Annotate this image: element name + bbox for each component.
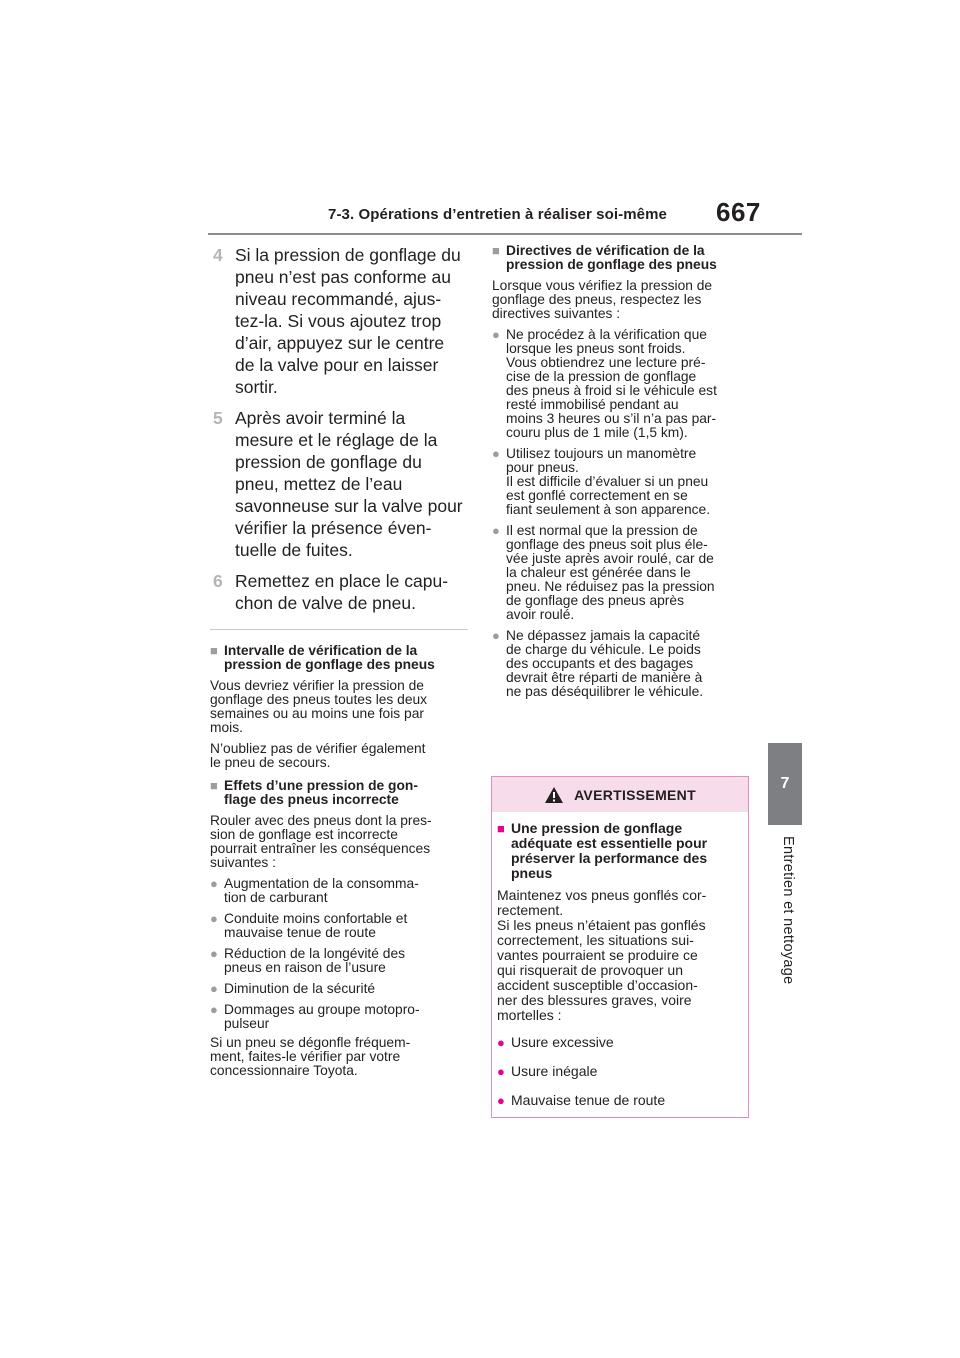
- step-text: [235, 570, 448, 614]
- warning-item-text: Usure excessive: [511, 1034, 614, 1050]
- text-line: de la valve pour en laisser: [235, 355, 439, 375]
- interval-paragraph-1: [210, 679, 468, 735]
- text-line: Après avoir terminé la: [235, 408, 406, 428]
- bullet-dot-icon: ●: [492, 327, 500, 342]
- text-line: gonflage des pneus toutes les deux: [210, 692, 428, 707]
- warning-items: [497, 1035, 743, 1108]
- steps-divider: [210, 629, 468, 630]
- text-line: mauvaise tenue de route: [224, 925, 376, 940]
- text-line: couru plus de 1 mile (1,5 km).: [506, 425, 688, 440]
- text-line: Vous devriez vérifier la pression de: [210, 678, 424, 693]
- text-line: savonneuse sur la valve pour: [235, 496, 463, 516]
- bullet-text: [506, 447, 710, 517]
- text-line: rectement.: [497, 902, 564, 918]
- text-line: moins 3 heures ou s’il n’a pas par-: [506, 411, 717, 426]
- text-line: tuelle de fuites.: [235, 540, 353, 560]
- text-line: Rouler avec des pneus dont la pres-: [210, 813, 432, 828]
- text-line: Ne procédez à la vérification que: [506, 327, 707, 342]
- header-divider: [208, 233, 802, 235]
- text-line: pression de gonflage des pneus: [506, 257, 717, 272]
- square-marker-icon: ■: [210, 778, 218, 793]
- effects-heading: [210, 779, 468, 807]
- square-marker-icon: ■: [492, 243, 500, 258]
- text-line: pneu. Ne réduisez pas la pression: [506, 579, 715, 594]
- text-line: est gonflé correctement en se: [506, 488, 688, 503]
- step-text: [235, 244, 461, 398]
- warning-item-text: Mauvaise tenue de route: [511, 1092, 666, 1108]
- text-line: préserver la performance des: [511, 850, 708, 866]
- bullet-dot-icon: ●: [497, 1035, 505, 1050]
- text-line: accident susceptible d’occasion-: [497, 977, 698, 993]
- text-line: vantes pourraient se produire ce: [497, 947, 698, 963]
- step-number: 6: [213, 571, 223, 591]
- bullet-text: [224, 982, 375, 996]
- bullet-dot-icon: ●: [210, 946, 218, 961]
- warning-item-text: Usure inégale: [511, 1063, 598, 1079]
- text-line: des occupants et des bagages: [506, 656, 694, 671]
- text-line: vérifier la présence éven-: [235, 518, 432, 538]
- chapter-tab[interactable]: 7: [768, 743, 802, 825]
- warning-title: AVERTISSEMENT: [574, 786, 696, 803]
- interval-heading: [210, 644, 468, 672]
- text-line: lorsque les pneus sont froids.: [506, 341, 686, 356]
- text-line: le pneu de secours.: [210, 755, 331, 770]
- guidelines-heading: [492, 244, 754, 272]
- text-line: ne pas déséquilibrer le véhicule.: [506, 684, 704, 699]
- text-line: Si les pneus n’étaient pas gonflés: [497, 917, 706, 933]
- step-item: [210, 244, 468, 398]
- text-line: Réduction de la longévité des: [224, 946, 406, 961]
- bullet-item: [492, 447, 754, 517]
- text-line: Intervalle de vérification de la: [224, 643, 418, 658]
- text-line: Utilisez toujours un manomètre: [506, 446, 697, 461]
- effects-outro: [210, 1036, 468, 1078]
- text-line: des pneus à froid si le véhicule est: [506, 383, 717, 398]
- bullet-dot-icon: ●: [492, 446, 500, 461]
- bullet-dot-icon: ●: [210, 1002, 218, 1017]
- guidelines-intro: [492, 279, 754, 321]
- square-marker-icon: ■: [210, 643, 218, 658]
- bullet-dot-icon: ●: [492, 523, 500, 538]
- text-line: semaines ou au moins une fois par: [210, 706, 424, 721]
- chapter-label: Entretien et nettoyage: [780, 836, 796, 985]
- warning-item: [497, 1093, 743, 1108]
- effects-heading-text: [224, 779, 418, 807]
- text-line: Vous obtiendrez une lecture pré-: [506, 355, 706, 370]
- text-line: ment, faites-le vérifier par votre: [210, 1049, 401, 1064]
- text-line: pneu, mettez de l’eau: [235, 474, 403, 494]
- section-title: 7-3. Opérations d’entretien à réaliser soi-même: [328, 206, 667, 223]
- text-line: resté immobilisé pendant au: [506, 397, 679, 412]
- text-line: chon de valve de pneu.: [235, 593, 416, 613]
- step-number: 5: [213, 408, 223, 428]
- warning-paragraph: [497, 888, 743, 1023]
- text-line: mesure et le réglage de la: [235, 430, 438, 450]
- text-line: avoir roulé.: [506, 607, 575, 622]
- step-text: [235, 407, 463, 561]
- bullet-dot-icon: ●: [492, 628, 500, 643]
- square-marker-icon: ■: [497, 821, 505, 836]
- warning-triangle-icon: [544, 786, 564, 804]
- bullet-text: [224, 912, 407, 940]
- text-line: pression de gonflage des pneus: [224, 657, 435, 672]
- bullet-text: [224, 1003, 420, 1031]
- left-column: [210, 244, 468, 1085]
- text-line: niveau recommandé, ajus-: [235, 289, 442, 309]
- bullet-item: [210, 1003, 468, 1031]
- warning-header: [492, 777, 748, 812]
- warning-heading: [497, 821, 743, 881]
- step-item: [210, 570, 468, 614]
- bullet-dot-icon: ●: [210, 981, 218, 996]
- text-line: tion de carburant: [224, 890, 328, 905]
- text-line: correctement, les situations sui-: [497, 932, 694, 948]
- text-line: suivantes :: [210, 855, 276, 870]
- text-line: pression de gonflage du: [235, 452, 422, 472]
- text-line: Remettez en place le capu-: [235, 571, 449, 591]
- text-line: gonflage des pneus, respectez les: [492, 292, 702, 307]
- bullet-item: [210, 982, 468, 996]
- bullet-item: [492, 524, 754, 622]
- text-line: sortir.: [235, 377, 278, 397]
- text-line: la chaleur est générée dans le: [506, 565, 691, 580]
- text-line: Dommages au groupe motopro-: [224, 1002, 420, 1017]
- warning-item: [497, 1035, 743, 1050]
- text-line: sion de gonflage est incorrecte: [210, 827, 398, 842]
- bullet-text: [506, 629, 703, 699]
- text-line: Si la pression de gonflage du: [235, 245, 461, 265]
- bullet-text: [224, 877, 419, 905]
- text-line: concessionnaire Toyota.: [210, 1063, 358, 1078]
- text-line: de gonflage des pneus après: [506, 593, 684, 608]
- text-line: Ne dépassez jamais la capacité: [506, 628, 701, 643]
- bullet-text: [224, 947, 405, 975]
- text-line: cise de la pression de gonflage: [506, 369, 697, 384]
- text-line: adéquate est essentielle pour: [511, 835, 708, 851]
- text-line: Diminution de la sécurité: [224, 981, 376, 996]
- text-line: pneus en raison de l’usure: [224, 960, 386, 975]
- text-line: fiant seulement à son apparence.: [506, 502, 711, 517]
- bullet-dot-icon: ●: [497, 1064, 505, 1079]
- right-column: [492, 244, 754, 707]
- warning-item: [497, 1064, 743, 1079]
- bullet-text: [506, 328, 717, 440]
- effects-intro: [210, 814, 468, 870]
- text-line: pneus: [511, 865, 553, 881]
- interval-paragraph-2: [210, 742, 468, 770]
- effects-bullets: [210, 877, 468, 1031]
- bullet-dot-icon: ●: [497, 1093, 505, 1108]
- text-line: d’air, appuyez sur le centre: [235, 333, 445, 353]
- bullet-dot-icon: ●: [210, 911, 218, 926]
- text-line: flage des pneus incorrecte: [224, 792, 399, 807]
- text-line: vée juste après avoir roulé, car de: [506, 551, 714, 566]
- text-line: Augmentation de la consomma-: [224, 876, 419, 891]
- text-line: pneu n’est pas conforme au: [235, 267, 451, 287]
- text-line: Une pression de gonflage: [511, 820, 683, 836]
- text-line: pourrait entraîner les conséquences: [210, 841, 431, 856]
- text-line: Il est difficile d’évaluer si un pneu: [506, 474, 709, 489]
- text-line: tez-la. Si vous ajoutez trop: [235, 311, 442, 331]
- bullet-item: [210, 877, 468, 905]
- bullet-item: [210, 947, 468, 975]
- bullet-item: [492, 328, 754, 440]
- text-line: pulseur: [224, 1016, 270, 1031]
- interval-heading-text: [224, 644, 435, 672]
- step-item: [210, 407, 468, 561]
- text-line: Maintenez vos pneus gonflés cor-: [497, 887, 707, 903]
- warning-box: [491, 776, 749, 1118]
- text-line: mois.: [210, 720, 243, 735]
- text-line: Conduite moins confortable et: [224, 911, 408, 926]
- guidelines-heading-text: [506, 244, 717, 272]
- page-number: 667: [716, 197, 761, 227]
- text-line: gonflage des pneus soit plus éle-: [506, 537, 708, 552]
- text-line: Effets d’une pression de gon-: [224, 778, 418, 793]
- text-line: Directives de vérification de la: [506, 243, 705, 258]
- text-line: N’oubliez pas de vérifier également: [210, 741, 426, 756]
- step-number: 4: [213, 245, 223, 265]
- text-line: ner des blessures graves, voire: [497, 992, 692, 1008]
- steps-list: [210, 244, 468, 614]
- text-line: directives suivantes :: [492, 306, 621, 321]
- text-line: pour pneus.: [506, 460, 579, 475]
- text-line: mortelles :: [497, 1007, 562, 1023]
- text-line: devrait être réparti de manière à: [506, 670, 703, 685]
- warning-body: [492, 812, 748, 1108]
- text-line: Il est normal que la pression de: [506, 523, 698, 538]
- bullet-dot-icon: ●: [210, 876, 218, 891]
- text-line: Lorsque vous vérifiez la pression de: [492, 278, 713, 293]
- text-line: qui risquerait de provoquer un: [497, 962, 684, 978]
- guidelines-bullets: [492, 328, 754, 699]
- text-line: de charge du véhicule. Le poids: [506, 642, 701, 657]
- bullet-text: [506, 524, 715, 622]
- bullet-item: [210, 912, 468, 940]
- text-line: Si un pneu se dégonfle fréquem-: [210, 1035, 411, 1050]
- warning-heading-text: [511, 821, 707, 881]
- bullet-item: [492, 629, 754, 699]
